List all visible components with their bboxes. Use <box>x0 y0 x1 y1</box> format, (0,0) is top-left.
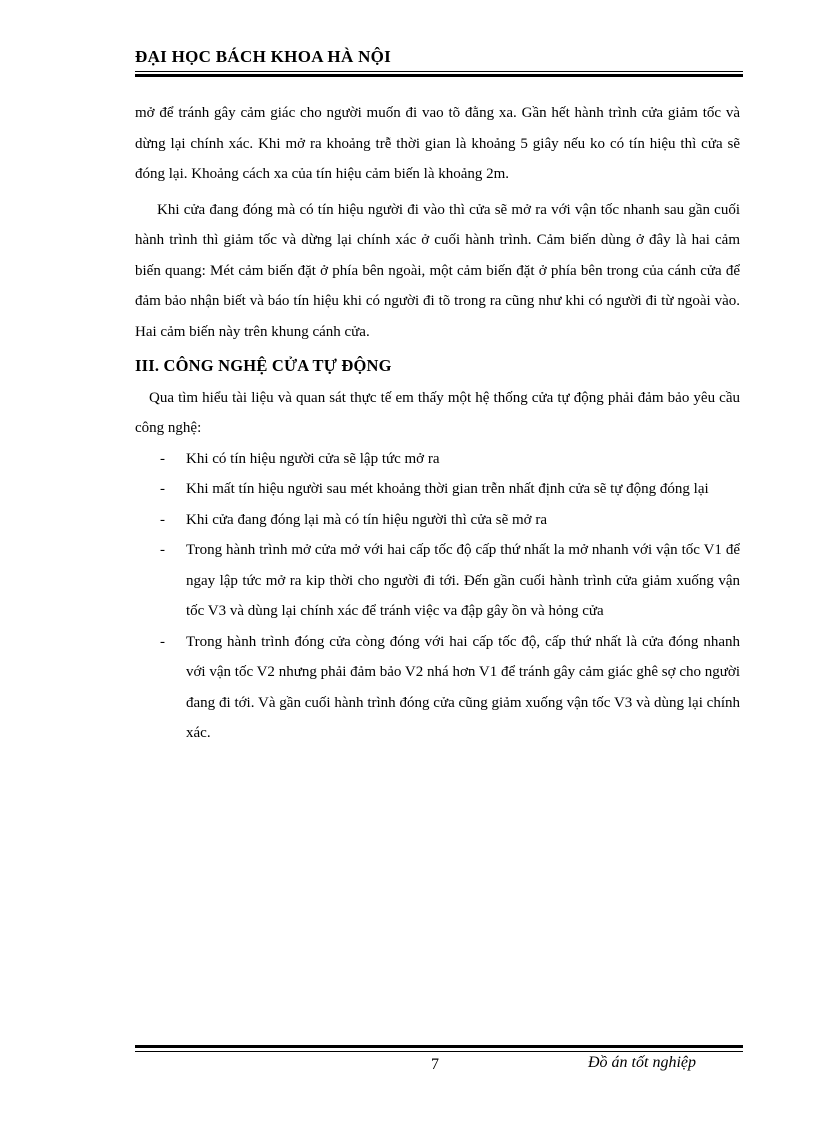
list-item <box>135 444 740 475</box>
list-item-text: Khi mất tín hiệu người sau mét khoảng thời gian trễn nhất định cửa sẽ tự động đóng lại <box>186 481 709 497</box>
paragraph-intro: Qua tìm hiểu tài liệu và quan sát thực tế em thấy một hệ thống cửa tự động phải đảm bảo yêu cầu công nghệ: <box>135 389 740 436</box>
list-item-text: Trong hành trình đóng cửa còng đóng với hai cấp tốc độ, cấp thứ nhất là cửa đóng nhanh với vận tốc V2 nhưng phải đảm bảo V2 nhá hơn V1 để tránh gây cảm giác ghê sợ cho người đang đi tới. Và gần cuối hành trình đóng cửa cũng giảm xuống vận tốc V3 và dùng lại chính xác. <box>186 633 740 741</box>
page-header-title: ĐẠI HỌC BÁCH KHOA HÀ NỘI <box>135 47 392 66</box>
list-item-text: Khi có tín hiệu người cửa sẽ lập tức mở ra <box>186 450 440 467</box>
section-heading: III. CÔNG NGHỆ CỬA TỰ ĐỘNG <box>135 356 392 375</box>
paragraph-door-open: mở để tránh gây cảm giác cho người muốn đi vao tõ đằng xa. Gần hết hành trình cửa giảm tốc và dừng lại chính xác. Khi mở ra khoảng trễ thời gian là khoảng 5 giây nếu ko có tín hiệu thì cửa sẽ đóng lại. Khoảng cách xa của tín hiệu cảm biến là khoảng 2m. <box>135 105 740 182</box>
list-item <box>135 505 740 536</box>
list-item-text: Khi cửa đang đóng lại mà có tín hiệu người thì cửa sẽ mở ra <box>186 511 547 528</box>
bullet-dash: - <box>160 542 165 558</box>
paragraph-door-closing: Khi cửa đang đóng mà có tín hiệu người đi vào thì cửa sẽ mở ra với vận tốc nhanh sau gần cuối hành trình thì giảm tốc và dừng lại chính xác ở cuối hành trình. Cảm biến dùng ở đây là hai cảm biến quang: Mét cảm biến đặt ở phía bên ngoài, một cảm biến đặt ở phía bên trong của cánh cửa để đảm bảo nhận biết và báo tín hiệu khi có người đi tõ trong ra cũng như khi có người đi từ ngoài vào. Hai cảm biến này trên khung cánh cửa. <box>135 201 740 340</box>
header-rule-thick <box>135 74 743 77</box>
footer-rule-thick <box>135 1045 743 1048</box>
footer-label: Đồ án tốt nghiệp <box>588 1054 696 1071</box>
page-body <box>135 98 740 749</box>
list-item <box>135 474 740 505</box>
list-item <box>135 535 740 627</box>
bullet-dash: - <box>160 481 165 497</box>
bullet-dash: - <box>160 450 165 467</box>
requirements-list <box>135 444 740 749</box>
header-rule-thin <box>135 71 743 72</box>
page-number: 7 <box>431 1056 439 1073</box>
bullet-dash: - <box>160 511 165 528</box>
bullet-dash: - <box>160 633 165 650</box>
list-item-text: Trong hành trình mở cửa mở với hai cấp tốc độ cấp thứ nhất la mở nhanh với vận tốc V1 để ngay lập tức mở ra kip thời cho người đi tới. Đến gần cuối hành trình cửa giảm xuống vận tốc V3 và dùng lại chính xác để tránh việc va đập gây ồn và hỏng cửa <box>186 542 740 619</box>
footer-rule-thin <box>135 1051 743 1052</box>
list-item <box>135 627 740 749</box>
